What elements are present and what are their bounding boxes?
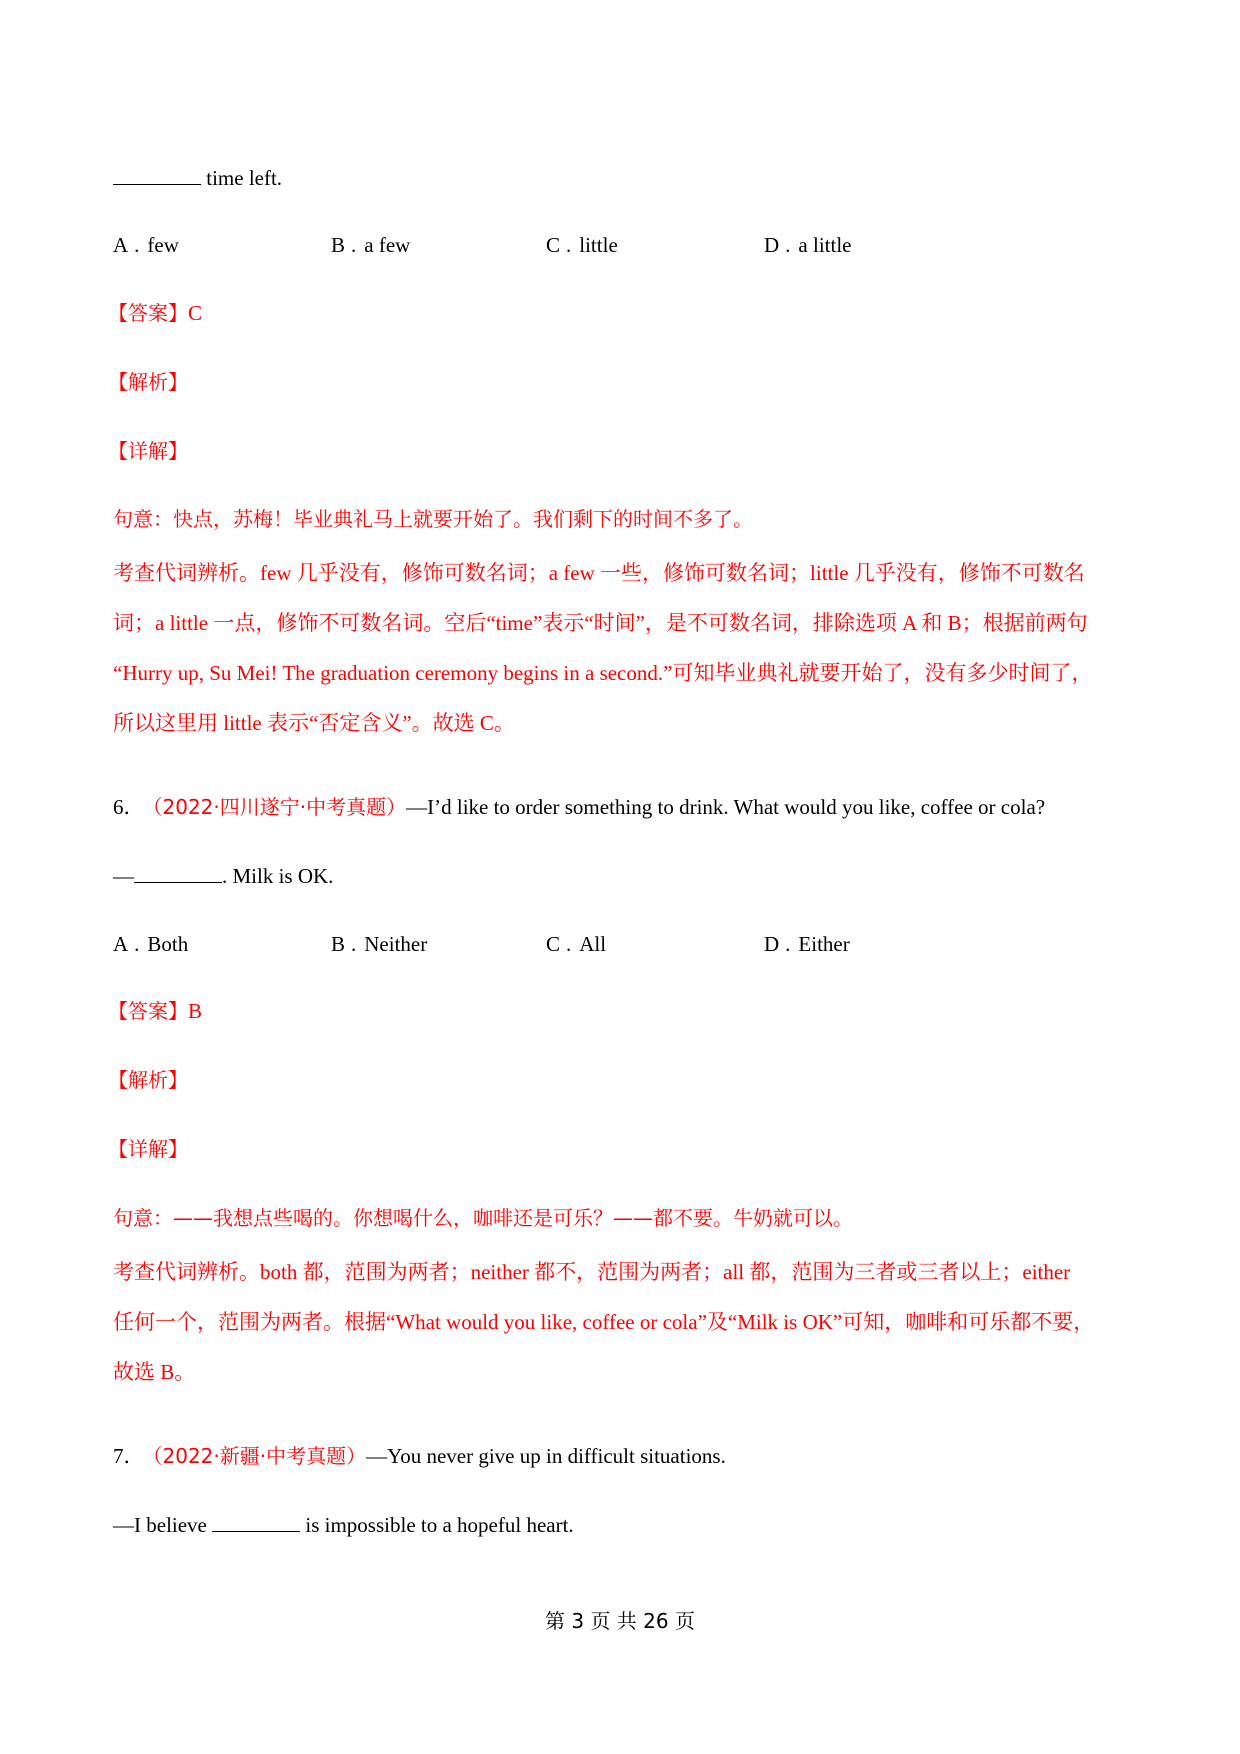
explanation-line: 所以这里用 little 表示“否定含义”。故选 C。 <box>113 711 515 735</box>
question5-analysis-label: 【解析】 <box>108 370 188 394</box>
answer-value: B <box>188 999 203 1023</box>
answer-blank <box>113 166 201 185</box>
option-c: C . All <box>546 932 607 956</box>
option-d: D . a little <box>764 233 852 257</box>
explanation-line: 故选 B。 <box>113 1360 196 1384</box>
question5-stem-tail <box>113 163 1129 193</box>
question6-detail-label: 【详解】 <box>108 1137 188 1161</box>
question6-explanation <box>113 1247 1129 1397</box>
answer-value: C <box>188 301 203 325</box>
option-b: B . Neither <box>331 932 428 956</box>
question7-reply: —I believe is impossible to a hopeful heart. <box>113 1513 574 1537</box>
question6-reply: — . Milk is OK. <box>113 864 334 888</box>
question6-options <box>113 929 1129 959</box>
question7-stem <box>113 1441 1129 1471</box>
option-c: C . little <box>546 233 618 257</box>
answer-blank <box>134 864 222 883</box>
question5-answer <box>108 298 1124 328</box>
question5-options <box>113 230 1129 260</box>
answer-label: 【答案】 <box>108 999 188 1023</box>
explanation-line: 任何一个，范围为两者。根据“What would you like, coffee or cola”及“Milk is OK”可知，咖啡和可乐都不要， <box>113 1310 1095 1334</box>
explanation-line: 考查代词辨析。both 都，范围为两者；neither 都不，范围为两者；all 都，范围为三者或三者以上；either <box>113 1260 1071 1284</box>
option-a: A . few <box>113 233 179 257</box>
question5-sentence-meaning: 句意：快点，苏梅！毕业典礼马上就要开始了。我们剩下的时间不多了。 <box>113 507 753 531</box>
option-a: A . Both <box>113 932 189 956</box>
question-source: （2022·新疆·中考真题） <box>152 1444 367 1468</box>
question-number: 7． <box>113 1444 145 1468</box>
question6-stem <box>113 792 1129 822</box>
question-number: 6． <box>113 795 145 819</box>
question6-sentence-meaning: 句意：——我想点些喝的。你想喝什么，咖啡还是可乐？——都不要。牛奶就可以。 <box>113 1206 853 1230</box>
explanation-line: 考查代词辨析。few 几乎没有，修饰可数名词；a few 一些，修饰可数名词；little 几乎没有，修饰不可数名 <box>113 561 1085 585</box>
answer-label: 【答案】 <box>108 301 188 325</box>
explanation-line: 词；a little 一点，修饰不可数名词。空后“time”表示“时间”，是不可数名词，排除选项 A 和 B；根据前两句 <box>113 611 1088 635</box>
answer-blank <box>212 1513 300 1532</box>
question-text: —You never give up in difficult situations. <box>366 1444 726 1468</box>
question5-detail-label: 【详解】 <box>108 439 188 463</box>
question6-analysis-label: 【解析】 <box>108 1068 188 1092</box>
question5-explanation <box>113 548 1129 748</box>
option-b: B . a few <box>331 233 411 257</box>
question5-stem-text: time left. <box>201 166 283 190</box>
question-text: —I’d like to order something to drink. What would you like, coffee or cola? <box>406 795 1046 819</box>
option-d: D . Either <box>764 932 850 956</box>
explanation-line: “Hurry up, Su Mei! The graduation ceremony begins in a second.”可知毕业典礼就要开始了，没有多少时间了， <box>113 661 1093 685</box>
question6-answer <box>108 996 1124 1026</box>
page-footer: 第 3 页 共 26 页 <box>545 1609 695 1633</box>
question-source: （2022·四川遂宁·中考真题） <box>152 795 407 819</box>
